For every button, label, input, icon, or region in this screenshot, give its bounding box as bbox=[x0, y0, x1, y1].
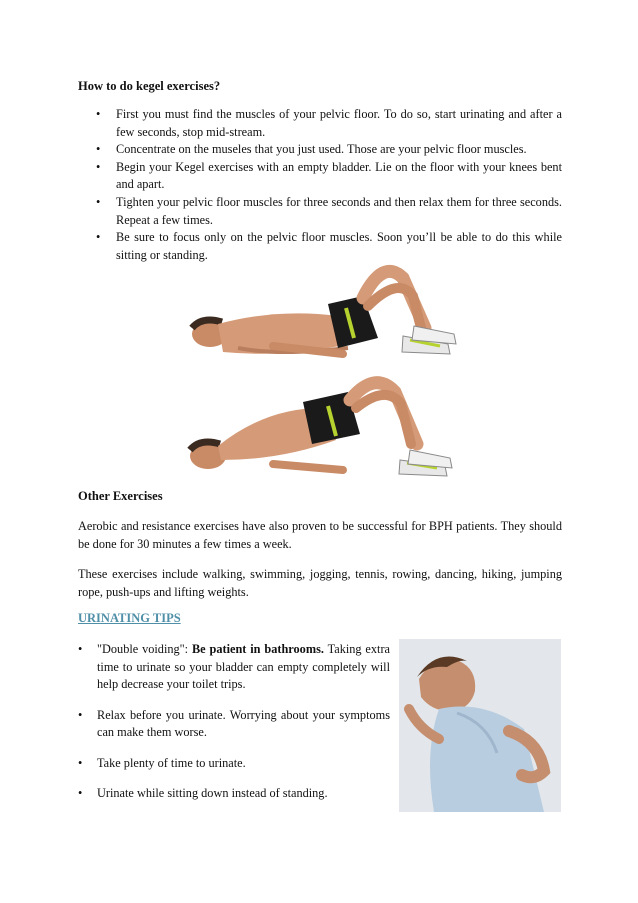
tip-bold: Be patient in bathrooms. bbox=[191, 642, 324, 656]
tip-text: Relax before you urinate. Worrying about your symptoms can make them worse. bbox=[97, 707, 390, 739]
tip-lead: "Double voiding": bbox=[97, 642, 192, 656]
urinating-tips-heading: URINATING TIPS bbox=[78, 611, 181, 625]
list-item bbox=[78, 641, 390, 694]
bullet-icon: • bbox=[96, 159, 101, 174]
bullet-icon: • bbox=[96, 142, 101, 157]
exercises-list-paragraph: These exercises include walking, swimming, jogging, tennis, rowing, dancing, hiking, jumping rope, push-ups and lifting weights. bbox=[78, 567, 562, 599]
bullet-icon: • bbox=[78, 707, 83, 722]
bullet-icon: • bbox=[78, 755, 83, 770]
kegel-heading: How to do kegel exercises? bbox=[78, 79, 221, 93]
list-item bbox=[96, 194, 562, 229]
bullet-icon: • bbox=[78, 642, 83, 656]
kegel-bridge-image bbox=[178, 374, 468, 494]
bridge-man-figure bbox=[190, 383, 452, 476]
urinating-tips-list bbox=[78, 641, 390, 816]
tip-text: Urinate while sitting down instead of standing. bbox=[97, 786, 328, 800]
step-text: First you must find the muscles of your pelvic floor. To do so, start urinating and after a few seconds, stop mid-stream. bbox=[116, 107, 562, 139]
step-text: Be sure to focus only on the pelvic floor muscles. Soon you’ll be able to do this while sitting or standing. bbox=[116, 230, 562, 262]
list-item bbox=[78, 755, 390, 773]
step-text: Concentrate on the museles that you just used. Those are your pelvic floor muscles. bbox=[116, 142, 527, 157]
bullet-icon: • bbox=[96, 230, 101, 245]
list-item bbox=[78, 707, 390, 742]
bullet-icon: • bbox=[96, 194, 101, 209]
back-pain-photo bbox=[399, 639, 561, 812]
list-item bbox=[96, 106, 562, 141]
tip-rest: Taking extra time to urinate so your bladder can empty completely will help decrease your toilet trips. bbox=[97, 642, 390, 691]
bullet-icon: • bbox=[96, 107, 101, 121]
list-item bbox=[78, 785, 390, 803]
step-text: Tighten your pelvic floor muscles for three seconds and then relax them for three seconds. Repeat a few times. bbox=[116, 194, 562, 227]
other-exercises-heading: Other Exercises bbox=[78, 489, 163, 503]
list-item bbox=[96, 159, 562, 194]
kegel-lying-image bbox=[178, 256, 468, 376]
step-text: Begin your Kegel exercises with an empty bladder. Lie on the floor with your knees bent and apart. bbox=[116, 159, 562, 192]
aerobic-paragraph: Aerobic and resistance exercises have also proven to be successful for BPH patients. They should be done for 30 minutes a few times a week. bbox=[78, 519, 562, 551]
bullet-icon: • bbox=[78, 786, 83, 800]
list-item bbox=[96, 141, 562, 159]
kegel-steps-list bbox=[96, 106, 562, 264]
tip-text: Take plenty of time to urinate. bbox=[97, 755, 246, 770]
lying-man-figure bbox=[192, 271, 456, 354]
